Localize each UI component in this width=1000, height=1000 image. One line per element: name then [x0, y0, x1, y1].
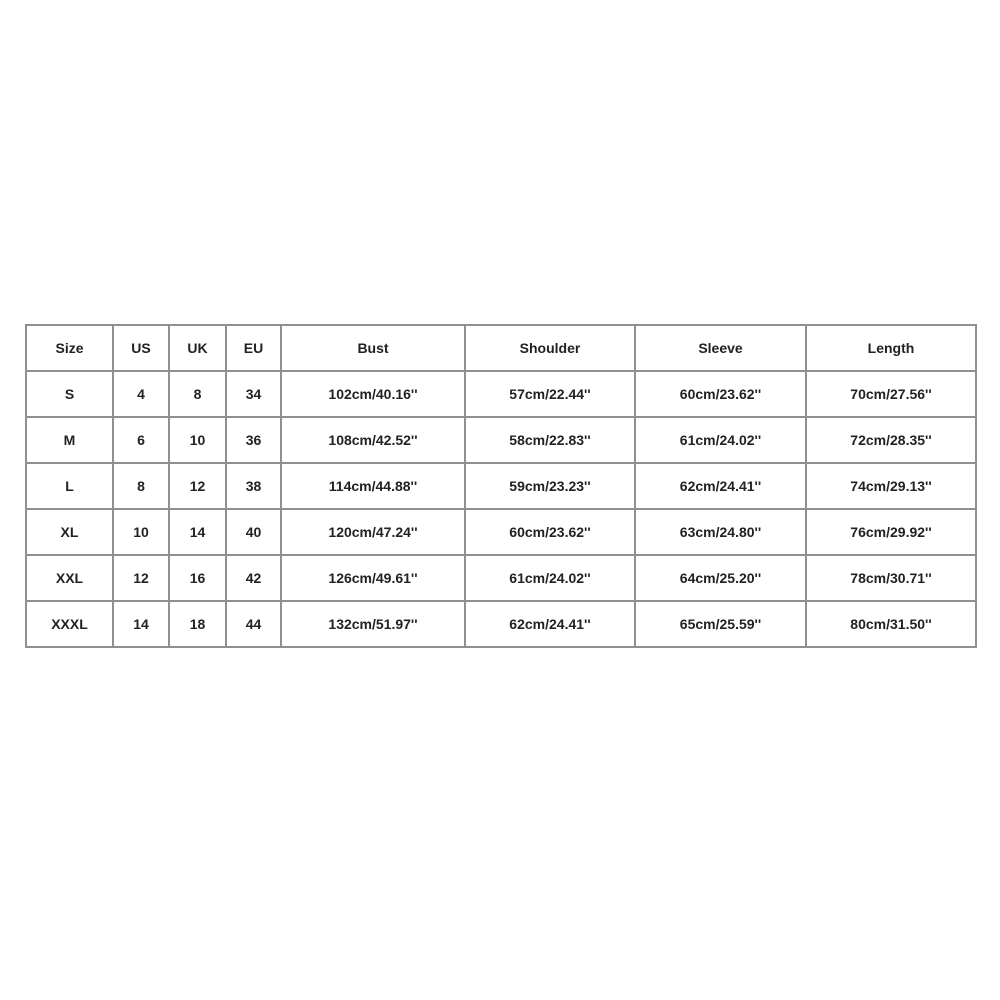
- cell-sleeve: 65cm/25.59'': [635, 601, 806, 647]
- cell-uk: 10: [169, 417, 226, 463]
- cell-length: 70cm/27.56'': [806, 371, 976, 417]
- header-row: [26, 325, 976, 371]
- table-row: [26, 463, 976, 509]
- cell-bust: 126cm/49.61'': [281, 555, 465, 601]
- cell-us: 12: [113, 555, 169, 601]
- cell-length: 78cm/30.71'': [806, 555, 976, 601]
- cell-eu: 40: [226, 509, 281, 555]
- cell-us: 8: [113, 463, 169, 509]
- cell-length: 72cm/28.35'': [806, 417, 976, 463]
- cell-uk: 8: [169, 371, 226, 417]
- cell-size: XXL: [26, 555, 113, 601]
- header-length: Length: [806, 325, 976, 371]
- cell-uk: 16: [169, 555, 226, 601]
- cell-bust: 120cm/47.24'': [281, 509, 465, 555]
- cell-us: 6: [113, 417, 169, 463]
- header-size: Size: [26, 325, 113, 371]
- header-shoulder: Shoulder: [465, 325, 635, 371]
- cell-sleeve: 60cm/23.62'': [635, 371, 806, 417]
- cell-sleeve: 64cm/25.20'': [635, 555, 806, 601]
- header-sleeve: Sleeve: [635, 325, 806, 371]
- cell-sleeve: 61cm/24.02'': [635, 417, 806, 463]
- cell-size: M: [26, 417, 113, 463]
- cell-sleeve: 62cm/24.41'': [635, 463, 806, 509]
- header-bust: Bust: [281, 325, 465, 371]
- header-eu: EU: [226, 325, 281, 371]
- cell-shoulder: 61cm/24.02'': [465, 555, 635, 601]
- cell-length: 76cm/29.92'': [806, 509, 976, 555]
- cell-us: 10: [113, 509, 169, 555]
- cell-size: S: [26, 371, 113, 417]
- size-chart-table: [25, 324, 977, 648]
- cell-shoulder: 60cm/23.62'': [465, 509, 635, 555]
- cell-uk: 18: [169, 601, 226, 647]
- header-us: US: [113, 325, 169, 371]
- cell-eu: 42: [226, 555, 281, 601]
- cell-bust: 114cm/44.88'': [281, 463, 465, 509]
- cell-eu: 38: [226, 463, 281, 509]
- cell-uk: 14: [169, 509, 226, 555]
- cell-eu: 34: [226, 371, 281, 417]
- table-row: [26, 601, 976, 647]
- cell-size: XXXL: [26, 601, 113, 647]
- header-uk: UK: [169, 325, 226, 371]
- cell-size: XL: [26, 509, 113, 555]
- table-row: [26, 509, 976, 555]
- cell-us: 4: [113, 371, 169, 417]
- cell-eu: 36: [226, 417, 281, 463]
- cell-shoulder: 57cm/22.44'': [465, 371, 635, 417]
- cell-length: 74cm/29.13'': [806, 463, 976, 509]
- cell-length: 80cm/31.50'': [806, 601, 976, 647]
- cell-size: L: [26, 463, 113, 509]
- table-row: [26, 417, 976, 463]
- cell-us: 14: [113, 601, 169, 647]
- cell-bust: 132cm/51.97'': [281, 601, 465, 647]
- cell-bust: 108cm/42.52'': [281, 417, 465, 463]
- cell-eu: 44: [226, 601, 281, 647]
- cell-uk: 12: [169, 463, 226, 509]
- cell-shoulder: 59cm/23.23'': [465, 463, 635, 509]
- table-row: [26, 555, 976, 601]
- cell-bust: 102cm/40.16'': [281, 371, 465, 417]
- cell-shoulder: 62cm/24.41'': [465, 601, 635, 647]
- cell-shoulder: 58cm/22.83'': [465, 417, 635, 463]
- table-row: [26, 371, 976, 417]
- cell-sleeve: 63cm/24.80'': [635, 509, 806, 555]
